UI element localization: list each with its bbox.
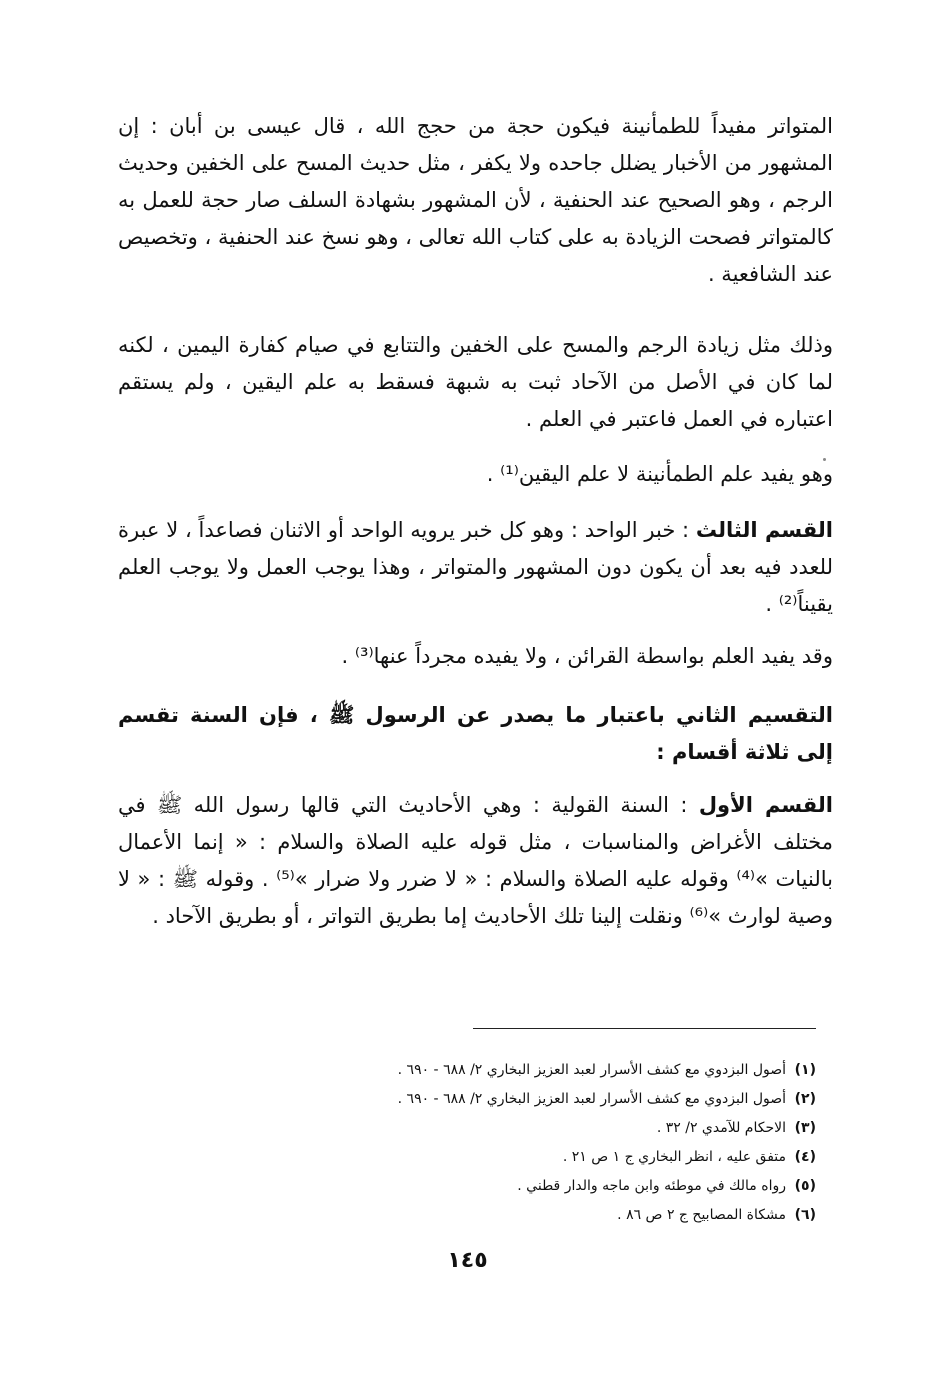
paragraph-text: : السنة القولية : وهي الأحاديث التي قالها رسول الله ﷺ في مختلف الأغراض والمناسبات ، مثل قوله عليه الصلاة والسلام : « إنما الأعمال بالنيات »⁽⁴⁾ وقوله عليه الصلاة والسلام : « لا ضرر ولا ضرار »⁽⁵⁾ . وقوله ﷺ : « لا وصية لوارث »⁽⁶⁾ ونقلت إلينا تلك الأحاديث إما بطريق التواتر ، أو بطريق الآحاد . bbox=[118, 793, 833, 928]
page-number: ١٤٥ bbox=[447, 1248, 488, 1273]
footnote-item bbox=[300, 1114, 816, 1143]
footnotes-list bbox=[300, 1056, 816, 1230]
scan-speck bbox=[823, 458, 826, 461]
footnote-item bbox=[300, 1201, 816, 1230]
footnote-number: (٤) bbox=[794, 1149, 816, 1165]
footnote-text: أصول البزدوي مع كشف الأسرار لعبد العزيز البخاري ٢/ ٦٨٨ - ٦٩٠ . bbox=[397, 1091, 786, 1107]
footnote-item bbox=[300, 1172, 816, 1201]
section-heading: القسم الأول bbox=[698, 793, 833, 817]
section-heading: التقسيم الثاني باعتبار ما يصدر عن الرسول ﷺ ، فإن السنة تقسم إلى ثلاثة أقسام : bbox=[118, 703, 833, 764]
footnote-number: (٢) bbox=[794, 1091, 816, 1107]
paragraph-text: وذلك مثل زيادة الرجم والمسح على الخفين والتتابع في صيام كفارة اليمين ، لكنه لما كان في الأصل من الآحاد ثبت به شبهة فسقط به علم اليقين ، ولم يستقم اعتباره في العمل فاعتبر في العلم . bbox=[118, 333, 833, 431]
paragraph-text: : خبر الواحد : وهو كل خبر يرويه الواحد أو الاثنان فصاعداً ، لا عبرة للعدد فيه بعد أن يكون دون المشهور والمتواتر ، وهذا يوجب العمل ولا يوجب العلم يقيناً⁽²⁾ . bbox=[118, 518, 833, 616]
footnote-text: متفق عليه ، انظر البخاري ج ١ ص ٢١ . bbox=[562, 1149, 786, 1165]
footnote-number: (٦) bbox=[794, 1207, 816, 1223]
footnote-text: مشكاة المصابيح ج ٢ ص ٨٦ . bbox=[617, 1207, 786, 1223]
paragraph-third-section bbox=[118, 512, 833, 623]
paragraph-text: وهو يفيد علم الطمأنينة لا علم اليقين⁽¹⁾ . bbox=[486, 462, 833, 486]
paragraph-text: المتواتر مفيداً للطمأنينة فيكون حجة من حجج الله ، قال عيسى بن أبان : إن المشهور من الأخبار يضلل جاحده ولا يكفر ، مثل حديث المسح على الخفين وحديث الرجم ، وهو الصحيح عند الحنفية ، لأن المشهور بشهادة السلف صار حجة للعمل به كالمتواتر فصحت الزيادة به على كتاب الله تعالى ، وهو نسخ عند الحنفية ، وتخصيص عند الشافعية . bbox=[118, 114, 833, 286]
footnote-item bbox=[300, 1056, 816, 1085]
footnote-divider bbox=[473, 1028, 816, 1029]
paragraph-qaraain bbox=[118, 638, 833, 675]
footnote-number: (١) bbox=[794, 1062, 816, 1078]
footnote-item bbox=[300, 1143, 816, 1172]
section-heading: القسم الثالث bbox=[695, 518, 833, 542]
paragraph-second-division bbox=[118, 697, 833, 771]
footnote-text: الاحكام للآمدي ٢/ ٣٢ . bbox=[656, 1120, 786, 1136]
footnote-text: رواه مالك في موطئه وابن ماجه والدار قطني . bbox=[517, 1178, 786, 1194]
paragraph-ilm-altumaanina bbox=[118, 456, 833, 493]
paragraph-isa-ibn-aban bbox=[118, 108, 833, 293]
footnote-number: (٣) bbox=[794, 1120, 816, 1136]
footnote-item bbox=[300, 1085, 816, 1114]
paragraph-zyadat-alrajm bbox=[118, 327, 833, 438]
footnote-text: أصول البزدوي مع كشف الأسرار لعبد العزيز البخاري ٢/ ٦٨٨ - ٦٩٠ . bbox=[397, 1062, 786, 1078]
paragraph-first-section bbox=[118, 787, 833, 935]
paragraph-text: وقد يفيد العلم بواسطة القرائن ، ولا يفيده مجرداً عنها⁽³⁾ . bbox=[341, 644, 833, 668]
footnote-number: (٥) bbox=[794, 1178, 816, 1194]
